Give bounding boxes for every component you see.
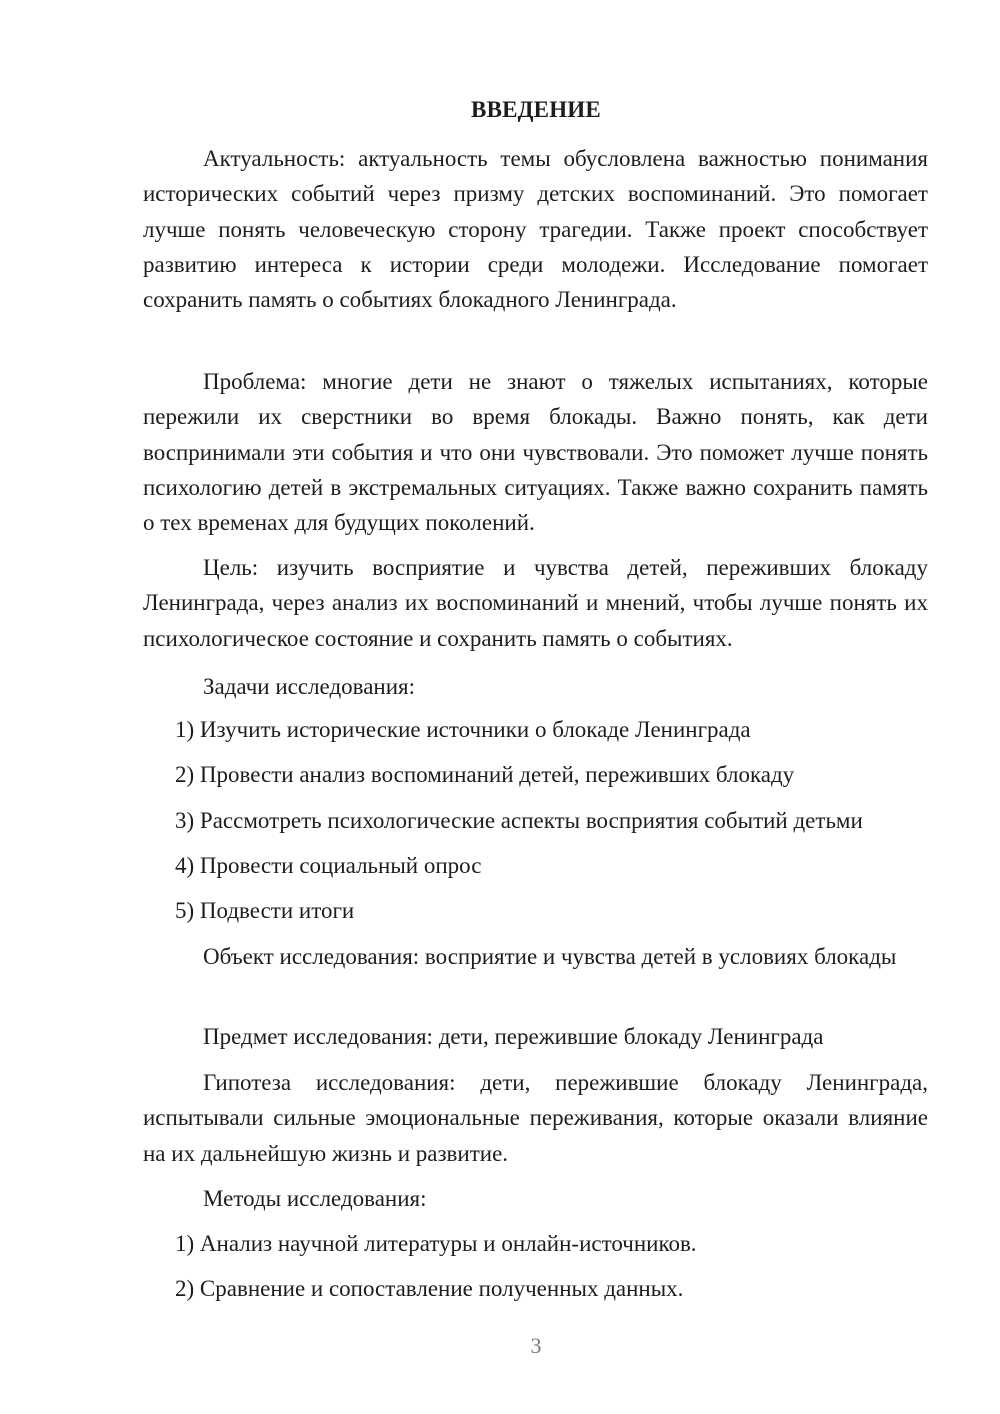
methods-heading: Методы исследования: <box>203 1186 427 1211</box>
subject-paragraph: Предмет исследования: дети, пережившие блокаду Ленинграда <box>203 1024 824 1049</box>
page-number: 3 <box>530 1333 542 1358</box>
hypothesis-paragraph: Гипотеза исследования: дети, пережившие блокаду Ленинграда, испытывали сильные эмоциональные переживания, которые оказали влияние на их дальнейшую жизнь и развитие. <box>143 1070 928 1166</box>
problem-paragraph: Проблема: многие дети не знают о тяжелых испытаниях, которые пережили их сверстники во время блокады. Важно понять, как дети воспринимали эти события и что они чувствовали. Это поможет лучше понять психологию детей в экстремальных ситуациях. Также важно сохранить память о тех временах для будущих поколений. <box>143 369 928 536</box>
task-item: 1) Изучить исторические источники о блокаде Ленинграда <box>175 717 751 742</box>
task-item: 5) Подвести итоги <box>175 898 355 923</box>
relevance-paragraph: Актуальность: актуальность темы обусловлена важностью понимания исторических событий через призму детских воспоминаний. Это помогает лучше понять человеческую сторону трагедии. Также проект способствует развитию интереса к истории среди молодежи. Исследование помогает сохранить память о событиях блокадного Ленинграда. <box>143 146 928 313</box>
goal-paragraph: Цель: изучить восприятие и чувства детей, переживших блокаду Ленинграда, через анализ их воспоминаний и мнений, чтобы лучше понять их психологическое состояние и сохранить память о событиях. <box>143 555 928 651</box>
task-item: 3) Рассмотреть психологические аспекты восприятия событий детьми <box>175 808 863 833</box>
task-item: 4) Провести социальный опрос <box>175 853 482 878</box>
section-title: ВВЕДЕНИЕ <box>471 97 601 122</box>
tasks-heading: Задачи исследования: <box>203 674 416 699</box>
method-item: 2) Сравнение и сопоставление полученных данных. <box>175 1276 684 1301</box>
task-item: 2) Провести анализ воспоминаний детей, переживших блокаду <box>175 762 795 787</box>
object-paragraph: Объект исследования: восприятие и чувства детей в условиях блокады <box>203 944 897 969</box>
method-item: 1) Анализ научной литературы и онлайн-источников. <box>175 1231 697 1256</box>
